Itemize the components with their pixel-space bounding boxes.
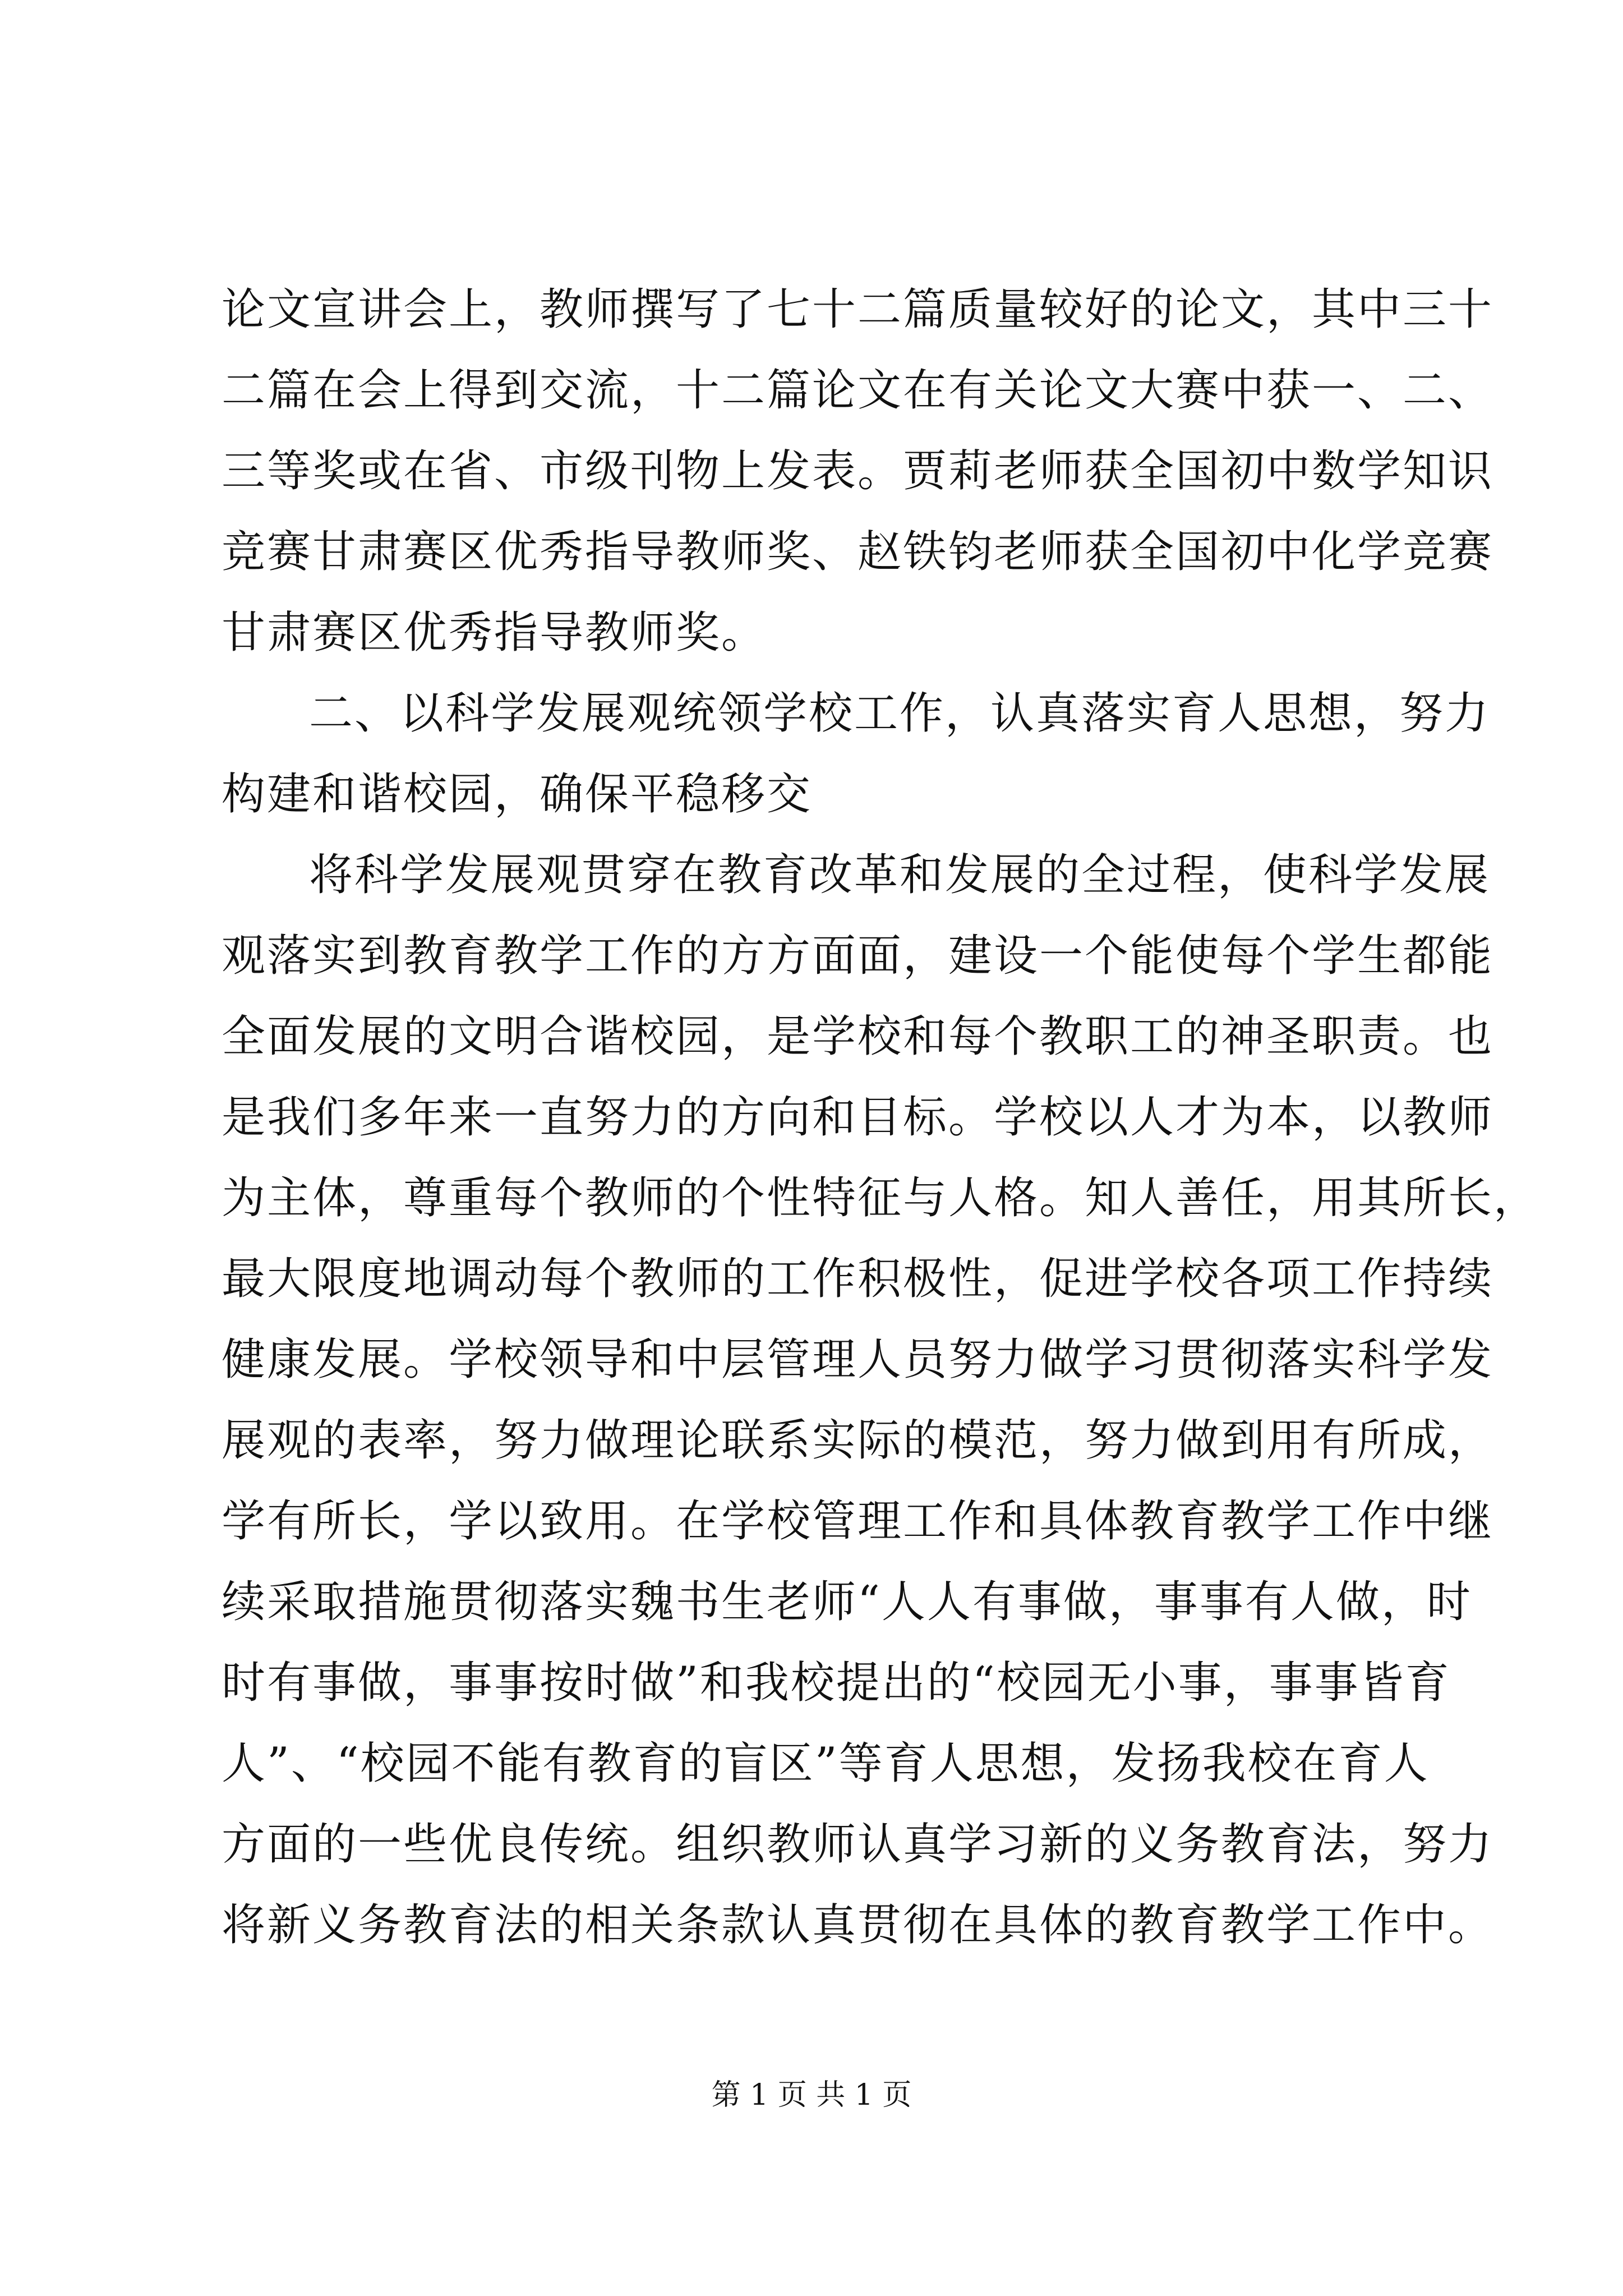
text-line: 最大限度地调动每个教师的工作积极性，促进学校各项工作持续 (222, 1254, 1494, 1304)
text-line: 甘肃赛区优秀指导教师奖。 (222, 608, 767, 658)
section-heading-line: 构建和谐校园，确保平稳移交 (222, 769, 813, 820)
text-line: 续采取措施贯彻落实魏书生老师“人人有事做，事事有人做，时 (222, 1577, 1472, 1627)
text-line: 为主体，尊重每个教师的个性特征与人格。知人善任，用其所长， (222, 1173, 1539, 1223)
text-line: 方面的一些优良传统。组织教师认真学习新的义务教育法，努力 (222, 1819, 1494, 1870)
text-line: 观落实到教育教学工作的方方面面，建设一个能使每个学生都能 (222, 931, 1494, 981)
text-line: 论文宣讲会上，教师撰写了七十二篇质量较好的论文，其中三十 (222, 284, 1494, 335)
text-line: 时有事做，事事按时做”和我校提出的“校园无小事，事事皆育 (222, 1658, 1451, 1708)
body-text (222, 269, 1539, 1966)
text-line: 学有所长，学以致用。在学校管理工作和具体教育教学工作中继 (222, 1496, 1494, 1547)
text-line: 是我们多年来一直努力的方向和目标。学校以人才为本，以教师 (222, 1092, 1494, 1143)
page-number-footer: 第 1 页 共 1 页 (711, 2078, 912, 2112)
text-line: 将新义务教育法的相关条款认真贯彻在具体的教育教学工作中。 (222, 1900, 1494, 1950)
text-line: 展观的表率，努力做理论联系实际的模范，努力做到用有所成， (222, 1415, 1494, 1466)
text-line: 二篇在会上得到交流，十二篇论文在有关论文大赛中获一、二、 (222, 365, 1494, 416)
section-heading-line: 二、以科学发展观统领学校工作，认真落实育人思想，努力 (309, 688, 1491, 739)
text-line: 将科学发展观贯穿在教育改革和发展的全过程，使科学发展 (309, 850, 1491, 900)
text-line: 竞赛甘肃赛区优秀指导教师奖、赵铁钧老师获全国初中化学竞赛 (222, 527, 1494, 577)
text-line: 三等奖或在省、市级刊物上发表。贾莉老师获全国初中数学知识 (222, 446, 1494, 496)
text-line: 全面发展的文明合谐校园，是学校和每个教职工的神圣职责。也 (222, 1011, 1494, 1062)
text-line: 健康发展。学校领导和中层管理人员努力做学习贯彻落实科学发 (222, 1335, 1494, 1385)
text-line: 人”、“校园不能有教育的盲区”等育人思想，发扬我校在育人 (222, 1738, 1430, 1789)
